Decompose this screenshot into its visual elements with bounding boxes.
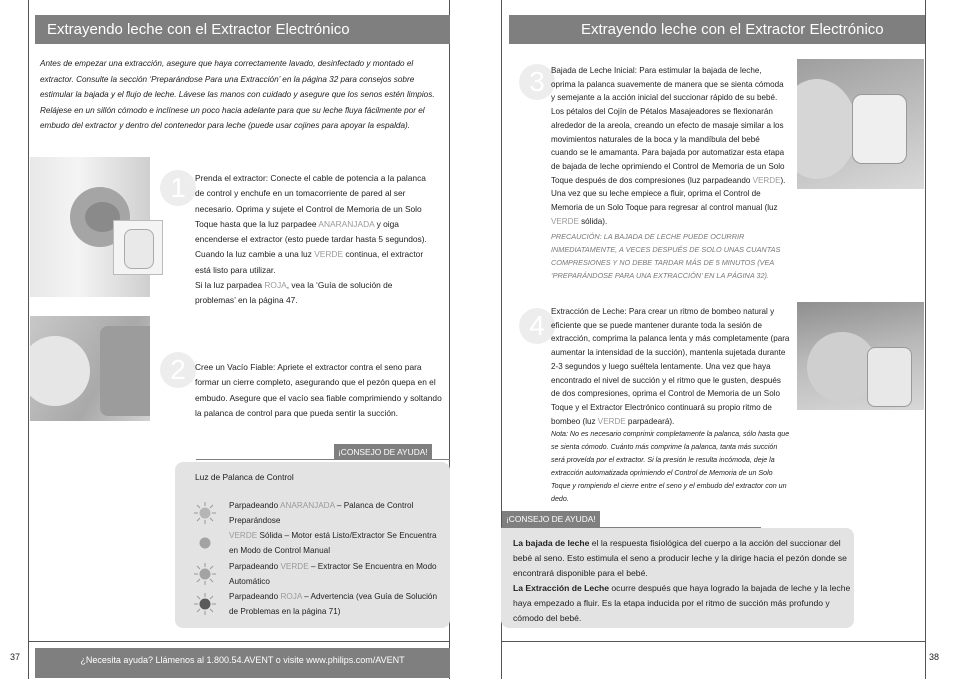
left-tip-box: Luz de Palanca de Control Parpadeando ANARANJADA – Palanca de Control Preparándose VERDE Sólida – Motor está Listo/Extractor Se Encuentra en Modo de Control Manual Parpadeando VERDE – Extractor Se Encuentra en Modo Automático Parpadeando ROJA – Advertencia (vea Guía de Solución de Problemas en la página 71) bbox=[175, 462, 450, 628]
step4-note: Nota: No es necesario comprimir completamente la palanca, sólo hasta que se sienta cómodo. Cuánto más comprime la palanca, tanta más succión será proveída por el extractor. Si la presión le resulta incómoda, deje la extracción automatizada oprimiendo el Control de Memoria de un Solo Toque y rompiendo el cierre entre el seno y el embudo del extractor con un dedo. bbox=[551, 430, 790, 503]
step3-caution: PRECAUCIÓN: LA BAJADA DE LECHE PUEDE OCURRIR INMEDIATAMENTE, A VECES DESPUÉS DE SOLO UNAS CUANTAS COMPRESIONES Y NO DEBE TARDAR MÁS DE 5 MINUTOS (VEA ‘PREPARÁNDOSE PARA UNA EXTRACCIÓN’ EN LA PÁGINA 32). bbox=[551, 232, 781, 280]
left-header-bar bbox=[35, 15, 450, 44]
blinking-light-icon bbox=[193, 501, 217, 525]
step2-number: 2 bbox=[160, 352, 196, 388]
left-page-left-rule bbox=[28, 0, 29, 679]
right-tip-body: La bajada de leche el la respuesta fisiológica del cuerpo a la acción del succionar del bebé al seno. Esto estimula el seno a producir leche y la dirige hacia el pezón donde se encontrará disponible para el bebé. La Extracción de Leche ocurre después que haya logrado la bajada de leche y la leche haya empezado a fluir. Es la etapa inducida por el ritmo de succión más profundo y cómodo del bebé. bbox=[513, 538, 851, 623]
help-footer-bar bbox=[35, 648, 450, 678]
right-page-number: 38 bbox=[929, 652, 940, 662]
right-page-title: Extrayendo leche con el Extractor Electrónico bbox=[581, 21, 884, 38]
left-tip-tab: ¡CONSEJO DE AYUDA! bbox=[334, 444, 432, 460]
color-red-label: ROJA bbox=[264, 280, 287, 291]
left-footer-rule bbox=[28, 641, 450, 642]
right-page-right-rule bbox=[925, 0, 926, 679]
step4-photo bbox=[797, 302, 924, 410]
tip-title: Luz de Palanca de Control bbox=[195, 472, 294, 482]
right-footer-rule bbox=[501, 641, 926, 642]
solid-light-icon bbox=[193, 531, 217, 555]
step3-text: Bajada de Leche Inicial: Para estimular la bajada de leche, oprima la palanca suavemente de manera que se sienta cómoda y semejante a la acción inicial del succionar rápido de su bebé. Los pétalos del Cojín de Pétalos Masajeadores se flexionarán alrededor de la areola, creando un efecto de masaje similar a los movimientos naturales de la boca y la mandíbula del bebé cuando se le amamanta. Para bajada por automatizar esta etapa de bajada de leche oprimiendo el Control de Memoria de un Solo Toque después de dos compresiones (luz parpadeando VERDE). Una vez que su leche empiece a fluir, oprima el Control de Memoria de un Solo Toque para regresar al control manual (luz VERDE sólida). bbox=[551, 66, 786, 226]
step3-photo bbox=[797, 59, 924, 189]
intro-paragraph: Antes de empezar una extracción, asegure que haya correctamente lavado, desinfectado y montado el extractor. Consulte la sección ‘Preparándose Para una Extracción’ en la página 32 para consejos sobre estimular la bajada y el flujo de leche. Lávese las manos con cuidado y asegure que los senos estén limpios. Relájese en un sillón cómodo e inclínese un poco hacia adelante para que su leche fluya fácilmente por el embudo del extractor y dentro del contenedor para leche (puede usar cojines para apoyar la espalda). bbox=[40, 59, 435, 131]
step4-text: Extracción de Leche: Para crear un ritmo de bombeo natural y eficiente que se puede mantener durante toda la sesión de extracción, comprima la palanca lenta y más completamente (para aumentar la intensidad de la succión), mantenla sujetada durante 2-3 segundos y luego suéltela lentamente. Una vez que haya encontrado el nivel de succión y el ritmo que le gusten, después de dos compresiones, oprima el Control de Memoria de un Solo Toque y el Extractor Electrónico continuará su propio ritmo de bombeo (luz VERDE parpadeará). bbox=[551, 307, 790, 426]
right-header-bar bbox=[509, 15, 925, 44]
help-footer-text[interactable]: ¿Necesita ayuda? Llámenos al 1.800.54.AVENT o visite www.philips.com/AVENT bbox=[80, 655, 405, 665]
step2-text: Cree un Vacío Fiable: Apriete el extractor contra el seno para formar un cierre completo, asegurando que el pezón quepa en el embudo. Asegure que el vacío sea fiable comprimiendo y soltando la palanca de control para que pueda sentir la succión. bbox=[195, 362, 442, 418]
step1-inset-photo bbox=[113, 220, 163, 275]
blinking-light-icon bbox=[193, 592, 217, 616]
step4-number: 4 bbox=[519, 308, 555, 344]
right-tip-box bbox=[501, 528, 854, 628]
color-green-label: VERDE bbox=[314, 249, 344, 260]
left-page-number: 37 bbox=[10, 652, 21, 662]
tip-term-expression: La Extracción de Leche bbox=[513, 583, 609, 593]
right-tip-tab: ¡CONSEJO DE AYUDA! bbox=[502, 511, 600, 527]
step1-text: Prenda el extractor: Conecte el cable de potencia a la palanca de control y enchufe en un tomacorriente de pared al ser necesario. Oprima y sujete el Control de Memoria de un Solo Toque hasta que la luz parpadee ANARANJADA y oiga encenderse el extractor (esto puede tardar hasta 5 segundos). Cuando la luz cambie a una luz VERDE continua, el extractor está listo para utilizar. Si la luz parpadea ROJA, vea la ‘Guía de solución de problemas’ en la página 47. bbox=[195, 173, 427, 306]
left-page-title: Extrayendo leche con el Extractor Electrónico bbox=[47, 21, 350, 38]
step1-number: 1 bbox=[160, 170, 196, 206]
step2-photo bbox=[30, 316, 150, 421]
color-orange-label: ANARANJADA bbox=[318, 218, 375, 229]
step3-number: 3 bbox=[519, 64, 555, 100]
tip-term-letdown: La bajada de leche bbox=[513, 538, 590, 548]
blinking-light-icon bbox=[193, 562, 217, 586]
